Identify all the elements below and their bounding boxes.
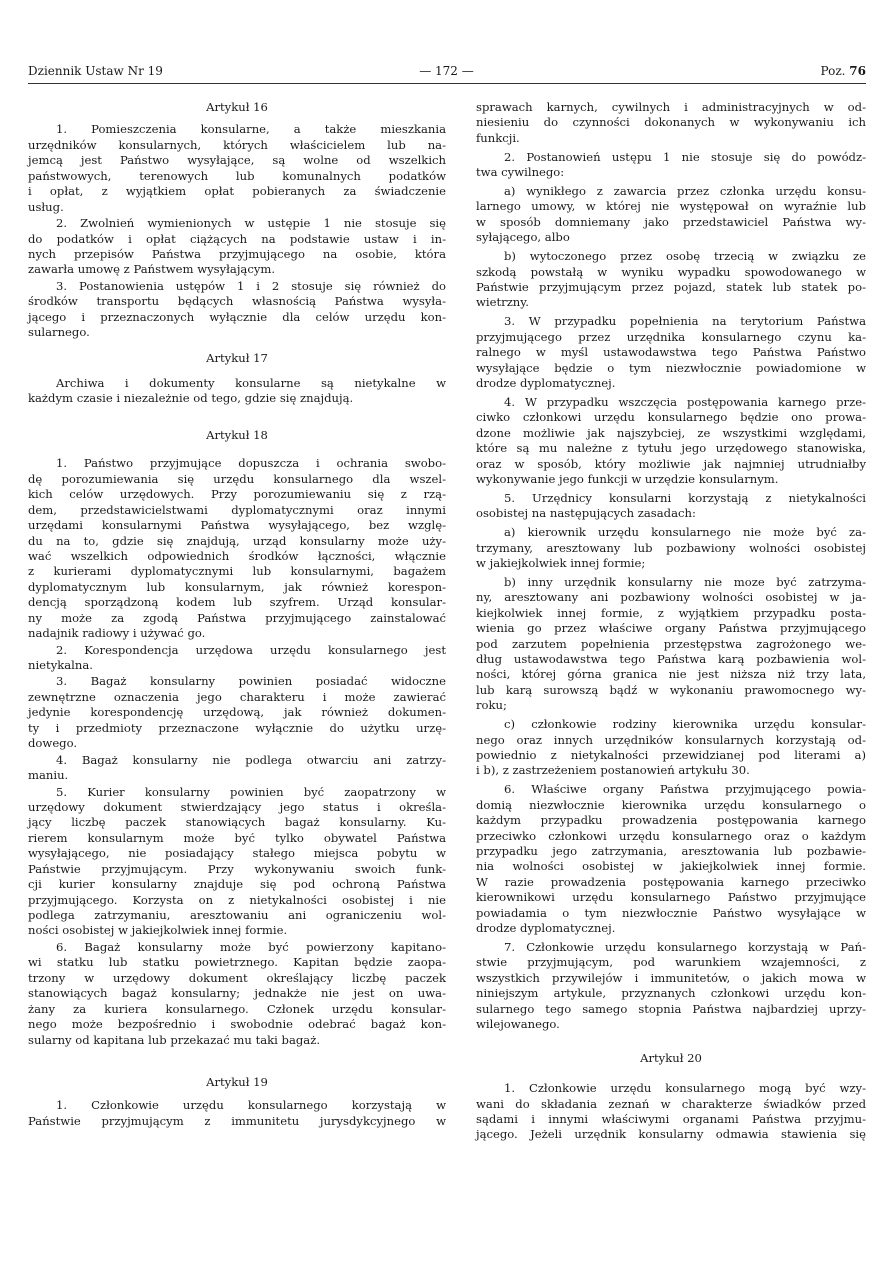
text-line: dzone możliwie jak najszybciej, ze wszystkimi względami, [476, 425, 866, 440]
text-line: oraz w sposób, który możliwie jak najmniej utrudniałby [476, 456, 866, 471]
text-line: nietykalna. [28, 658, 93, 673]
text-line: drodze dyplomatycznej. [476, 921, 616, 936]
text-line: jemcą jest Państwo wysyłające, są wolne od wszelkich [28, 153, 446, 168]
text-line: nego może bezpośrednio i swobodnie odebrać bagaż kon- [28, 1017, 446, 1032]
text-line: ny, aresztowany ani pozbawiony wolności osobistej w ja- [476, 590, 866, 605]
page-number: — 172 — [419, 64, 474, 78]
paragraph [476, 491, 866, 522]
text-line: dencją sporządzoną kodem lub szyfrem. Urząd konsular- [28, 595, 446, 610]
text-line: środków transportu będących własnością Państwa wysyła- [28, 294, 446, 309]
paragraph [28, 376, 446, 407]
paragraph [28, 643, 446, 674]
text-line: ty i przedmioty przeznaczone wyłącznie do użytku urzę- [28, 720, 446, 735]
text-line: 1. Pomieszczenia konsularne, a także mieszkania [56, 122, 446, 137]
text-line: 6. Bagaż konsularny może być powierzony kapitano- [56, 939, 446, 954]
paragraph [28, 456, 446, 641]
text-line: stanowiących bagaż konsularny; jednakże nie jest on uwa- [28, 986, 446, 1001]
text-line: 1. Państwo przyjmujące dopuszcza i ochrania swobo- [56, 456, 446, 471]
text-line: zewnętrzne oznaczenia jego charakteru i może zawierać [28, 689, 446, 704]
text-line: 5. Kurier konsularny powinien być zaopatrzony w [56, 784, 446, 799]
text-line: 3. Bagaż konsularny powinien posiadać widoczne [56, 674, 446, 689]
text-line: przeciwko członkowi urzędu konsularnego oraz o każdym [476, 828, 866, 843]
text-line: kiejkolwiek innej formie, z wyjątkiem przypadku posta- [476, 605, 866, 620]
text-line: a) kierownik urzędu konsularnego nie może być za- [504, 525, 866, 540]
text-line: roku; [476, 698, 507, 713]
paragraph [476, 525, 866, 571]
text-line: trzony w urzędowy dokument określający liczbę paczek [28, 970, 446, 985]
paragraph [476, 100, 866, 146]
text-line: i b), z zastrzeżeniem postanowień artykułu 30. [476, 763, 750, 778]
text-line: dem, przedstawicielstwami dyplomatycznymi oraz innymi [28, 502, 446, 517]
paragraph [476, 150, 866, 181]
text-line: przypadku jego zatrzymania, aresztowania lub pozbawie- [476, 844, 866, 859]
text-line: niesieniu do czynności dokonanych w wykonywaniu ich [476, 115, 866, 130]
article-heading: Artykuł 19 [206, 1074, 268, 1089]
text-line: syłającego, albo [476, 230, 570, 245]
text-line: 2. Postanowień ustępu 1 nie stosuje się do powódz- [504, 149, 866, 164]
text-line: ności osobistej w jakiejkolwiek innej formie. [28, 923, 288, 938]
text-line: dyplomatycznym lub konsularnym, jak również korespon- [28, 579, 446, 594]
text-line: Państwie przyjmującym przez pojazd, statek lub statek po- [476, 279, 866, 294]
text-line: trzymany, aresztowany lub pozbawiony wolności osobistej [476, 540, 866, 555]
position-ref [821, 64, 866, 78]
text-line: jący liczbę paczek stanowiących bagaż konsularny. Ku- [28, 815, 446, 830]
text-line: wać wszelkich odpowiednich środków łączności, włącznie [28, 548, 446, 563]
left-column [28, 100, 446, 1129]
text-line: kierownikowi urzędu konsularnego Państwo przyjmujące [476, 890, 866, 905]
text-line: c) członkowie rodziny kierownika urzędu konsular- [504, 717, 866, 732]
text-line: powiadamia o tym niezwłocznie Państwo wysyłające w [476, 905, 866, 920]
text-line: podlega zatrzymaniu, aresztowaniu ani ograniczeniu wol- [28, 908, 446, 923]
text-line: wienia go przez właściwe organy Państwa przyjmującego [476, 621, 866, 636]
text-line: 5. Urzędnicy konsularni korzystają z nietykalności [504, 490, 866, 505]
text-line: szkodą powstałą w wyniku wypadku spowodowanego w [476, 264, 866, 279]
text-line: urzędników konsularnych, których właścicielem lub na- [28, 137, 446, 152]
text-line: zawarła umowę z Państwem wysyłającym. [28, 262, 276, 277]
text-line: niniejszym artykule, przyznanych członkowi urzędu kon- [476, 986, 866, 1001]
text-line: pod zarzutem popełnienia przestępstwa zagrożonego we- [476, 636, 866, 651]
paragraph [476, 782, 866, 936]
text-line: wysyłającego, nie posiadający stałego miejsca pobytu w [28, 846, 446, 861]
text-line: jedynie korespondencję urzędową, jak również dokumen- [28, 705, 446, 720]
text-line: urzędami konsularnymi Państwa wysyłającego, bez wzglę- [28, 518, 446, 533]
text-line: wszystkich przywilejów i immunitetów, o jakich mowa w [476, 970, 866, 985]
paragraph [476, 575, 866, 714]
text-line: nadajnik radiowy i używać go. [28, 626, 206, 641]
text-line: 4. W przypadku wszczęcia postępowania karnego prze- [504, 394, 866, 409]
text-line: 7. Członkowie urzędu konsularnego korzystają w Pań- [504, 940, 866, 955]
text-line: przyjmującego przez urzędnika konsularnego czynu ka- [476, 329, 866, 344]
text-line: cji kurier konsularny znajduje się pod ochroną Państwa [28, 877, 446, 892]
text-line: wysyłające będzie o tym niezwłocznie powiadomione w [476, 360, 866, 375]
text-line: które są mu należne z tytułu jego urzędowego stanowiska, [476, 441, 866, 456]
text-line: maniu. [28, 768, 69, 783]
right-column [476, 100, 866, 1143]
text-line: 6. Właściwe organy Państwa przyjmującego powia- [504, 782, 866, 797]
text-line: 2. Korespondencja urzędowa urzędu konsularnego jest [56, 642, 446, 657]
text-line: lub karą surowszą bądź w wykonaniu prawomocnego wy- [476, 682, 866, 697]
paragraph [28, 1098, 446, 1129]
paragraph [476, 940, 866, 1033]
text-line: Państwie przyjmującym z immunitetu jurysdykcyjnego w [28, 1113, 446, 1128]
text-line: nego oraz innych urzędników konsularnych korzystają od- [476, 732, 866, 747]
paragraph [28, 753, 446, 784]
text-line: jącego i przeznaczonych wyłącznie dla celów urzędu kon- [28, 309, 446, 324]
text-line: sularnego. [28, 325, 90, 340]
text-line: wi statku lub statku powietrznego. Kapitan będzie zaopa- [28, 955, 446, 970]
text-line: Państwie przyjmującym. Przy wykonywaniu swoich funk- [28, 861, 446, 876]
article-heading: Artykuł 17 [206, 350, 268, 365]
text-line: państwowych, terenowych lub komunalnych podatków [28, 168, 446, 183]
journal-title: Dziennik Ustaw Nr 19 [28, 64, 163, 78]
paragraph [476, 395, 866, 488]
paragraph [476, 1081, 866, 1143]
article-heading: Artykuł 16 [206, 100, 268, 114]
paragraph [28, 122, 446, 215]
position-number: 76 [849, 64, 866, 78]
text-line: b) wytoczonego przez osobę trzecią w związku ze [504, 249, 866, 264]
paragraph [476, 184, 866, 246]
text-line: sądami i innymi właściwymi organami Państwa przyjmu- [476, 1112, 866, 1126]
text-line: b) inny urzędnik konsularny nie moze być zatrzyma- [504, 574, 866, 589]
paragraph [28, 279, 446, 341]
text-line: 4. Bagaż konsularny nie podlega otwarciu ani zatrzy- [56, 752, 446, 767]
article-heading: Artykuł 18 [206, 427, 268, 442]
text-line: domią niezwłocznie kierownika urzędu konsularnego o [476, 797, 866, 812]
paragraph [28, 785, 446, 939]
text-line: 1. Członkowie urzędu konsularnego mogą być wzy- [504, 1081, 866, 1096]
text-line: przyjmującego. Korzysta on z nietykalności osobistej i nie [28, 892, 446, 907]
text-line: nia wolności osobistej w jakiejkolwiek innej formie. [476, 859, 866, 874]
text-line: ności, której górna granica nie jest niższa niż trzy lata, [476, 667, 866, 682]
text-line: urzędowy dokument stwierdzający jego status i określa- [28, 799, 446, 814]
text-line: kich celów urzędowych. Przy porozumiewaniu się z rzą- [28, 487, 446, 502]
paragraph [28, 940, 446, 1048]
text-line: ny może za zgodą Państwa przyjmującego zainstalować [28, 610, 446, 625]
text-line: powiednio z nietykalności przewidzianej pod literami a) [476, 748, 866, 763]
text-line: wykonywanie jego funkcji w urzędzie konsularnym. [476, 472, 779, 487]
text-line: z kurierami dyplomatycznymi lub konsularnymi, bagażem [28, 564, 446, 579]
text-line: larnego umowy, w której nie występował on wyraźnie lub [476, 199, 866, 214]
paragraph [28, 674, 446, 751]
text-line: a) wynikłego z zawarcia przez członka urzędu konsu- [504, 183, 866, 198]
text-line: dowego. [28, 736, 78, 751]
text-line: usług. [28, 199, 64, 214]
text-line: funkcji. [476, 130, 520, 145]
text-line: w sposób domniemany jako przedstawiciel Państwa wy- [476, 214, 866, 229]
paragraph [28, 216, 446, 278]
text-line: W razie prowadzenia postępowania karnego przeciwko [476, 874, 866, 889]
header-rule [28, 83, 866, 84]
paragraph [476, 249, 866, 311]
text-line: 3. Postanowienia ustępów 1 i 2 stosuje się również do [56, 278, 446, 293]
text-line: sularny od kapitana lub przekazać mu taki bagaż. [28, 1032, 321, 1047]
text-line: osobistej na następujących zasadach: [476, 506, 696, 521]
paragraph [476, 314, 866, 391]
text-line: Archiwa i dokumenty konsularne są nietykalne w [56, 376, 446, 391]
text-line: sularnego tego samego stopnia Państwa najbardziej uprzy- [476, 1001, 866, 1016]
text-line: du na to, gdzie się znajdują, urząd konsularny może uży- [28, 533, 446, 548]
text-line: ralnego w myśl ustawodawstwa tego Państwa Państwo [476, 345, 866, 360]
text-line: ciwko członkowi urzędu konsularnego będzie ono prowa- [476, 410, 866, 425]
text-line: twa cywilnego: [476, 165, 565, 180]
text-line: sprawach karnych, cywilnych i administracyjnych w od- [476, 100, 866, 114]
text-line: stwie przyjmującym, pod warunkiem wzajemności, z [476, 955, 866, 970]
article-heading: Artykuł 20 [640, 1050, 702, 1065]
text-line: drodze dyplomatycznej. [476, 376, 616, 390]
text-line: 1. Członkowie urzędu konsularnego korzystają w [56, 1098, 446, 1113]
position-label: Poz. [820, 64, 846, 78]
text-line: wani do składania zeznań w charakterze świadków przed [476, 1096, 866, 1111]
text-line: żany za kuriera konsularnego. Członek urzędu konsular- [28, 1001, 446, 1016]
text-line: wietrzny. [476, 295, 529, 310]
text-line: dę porozumiewania się urzędu konsularnego dla wszel- [28, 471, 446, 486]
text-line: rierem konsularnym może być tylko obywatel Państwa [28, 830, 446, 845]
text-line: jącego. Jeżeli urzędnik konsularny odmawia stawienia się [476, 1127, 866, 1142]
text-line: do podatków i opłat ciążących na podstawie ustaw i in- [28, 231, 446, 246]
text-line: dług ustawodawstwa tego Państwa karą pozbawienia wol- [476, 652, 866, 666]
text-line: 2. Zwolnień wymienionych w ustępie 1 nie stosuje się [56, 216, 446, 231]
text-line: każdym przypadku prowadzenia postępowania karnego [476, 813, 866, 828]
paragraph [476, 717, 866, 779]
text-line: wilejowanego. [476, 1017, 560, 1032]
text-line: 3. W przypadku popełnienia na terytorium Państwa [504, 314, 866, 329]
text-line: nych przepisów Państwa przyjmującego na osobie, która [28, 246, 446, 261]
text-line: w jakiejkolwiek innej formie; [476, 555, 646, 570]
text-line: każdym czasie i niezależnie od tego, gdzie się znajdują. [28, 391, 354, 406]
text-line: i opłat, z wyjątkiem opłat pobieranych za świadczenie [28, 184, 446, 199]
